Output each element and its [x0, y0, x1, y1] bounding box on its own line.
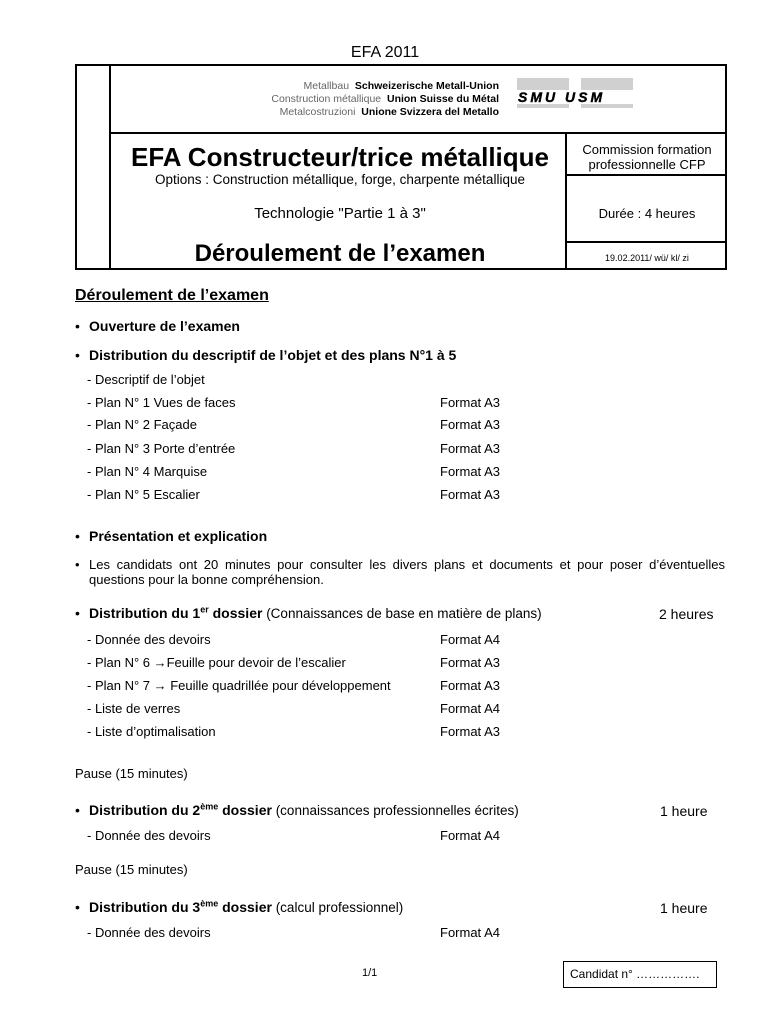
right-column-divider-1 [565, 174, 725, 176]
list-item: - Plan N° 2 Façade [87, 417, 197, 432]
smu-usm-logo [515, 78, 633, 110]
bullet-dot: • [75, 557, 80, 572]
header-divider [109, 132, 725, 134]
list-item: - Liste d’optimalisation [87, 724, 216, 739]
list-item: - Plan N° 7 → Feuille quadrillée pour développement [87, 678, 391, 693]
bullet-ouverture: • Ouverture de l’examen [75, 318, 240, 334]
svg-text:SMU USM: SMU USM [518, 89, 606, 105]
duree-label: Durée : 4 heures [598, 206, 696, 221]
list-item: - Plan N° 3 Porte d’entrée [87, 441, 236, 456]
header-box [75, 64, 727, 270]
document-header-title: EFA 2011 [350, 44, 420, 61]
bullet-presentation: • Présentation et explication [75, 528, 268, 544]
deroulement-title: Déroulement de l’examen [194, 240, 486, 267]
bullet-distribution-plans: • Distribution du descriptif de l’objet et des plans N°1 à 5 [75, 347, 457, 363]
section-title: Déroulement de l’examen [75, 287, 269, 304]
left-margin-line [109, 66, 111, 268]
commission-label: Commission formation professionnelle CFP [582, 142, 712, 172]
dossier-3-duration: 1 heure [660, 900, 708, 916]
format-label: Format A4 [440, 925, 500, 940]
bullet-dot: • [75, 347, 80, 363]
bullet-dot: • [75, 605, 80, 621]
format-label: Format A4 [440, 701, 500, 716]
format-label: Format A3 [440, 395, 500, 410]
list-item: - Donnée des devoirs [87, 925, 211, 940]
pause-label: Pause (15 minutes) [75, 862, 188, 877]
bullet-dossier-2: • Distribution du 2ème dossier (connaissances professionnelles écrites) [75, 801, 519, 818]
org-line-fr: Construction métallique Union Suisse du Métal [271, 93, 499, 105]
list-item: - Descriptif de l’objet [87, 372, 205, 387]
page-number: 1/1 [362, 967, 378, 979]
format-label: Format A4 [440, 828, 500, 843]
org-line-de: Metallbau Schweizerische Metall-Union [303, 80, 499, 92]
format-label: Format A3 [440, 724, 500, 739]
format-label: Format A4 [440, 632, 500, 647]
technologie-label: Technologie "Partie 1 à 3" [254, 205, 426, 222]
list-item: - Donnée des devoirs [87, 632, 211, 647]
date-code: 19.02.2011/ wü/ kl/ zi [605, 253, 689, 263]
list-item: - Liste de verres [87, 701, 181, 716]
bullet-dot: • [75, 899, 80, 915]
dossier-1-duration: 2 heures [659, 606, 714, 622]
right-column-divider-2 [565, 241, 725, 243]
format-label: Format A3 [440, 487, 500, 502]
format-label: Format A3 [440, 678, 500, 693]
format-label: Format A3 [440, 417, 500, 432]
list-item: - Plan N° 1 Vues de faces [87, 395, 236, 410]
list-item: - Donnée des devoirs [87, 828, 211, 843]
options-subtitle: Options : Construction métallique, forge, charpente métallique [155, 172, 525, 187]
list-item: - Plan N° 5 Escalier [87, 487, 200, 502]
org-line-it: Metalcostruzioni Unione Svizzera del Metallo [279, 106, 499, 118]
list-item: - Plan N° 6 →Feuille pour devoir de l’escalier [87, 655, 346, 670]
bullet-dot: • [75, 318, 80, 334]
bullet-dot: • [75, 528, 80, 544]
candidat-number-box: Candidat n° ……………. [563, 961, 717, 988]
bullet-dossier-1: • Distribution du 1er dossier (Connaissances de base en matière de plans) [75, 604, 542, 621]
pause-label: Pause (15 minutes) [75, 766, 188, 781]
format-label: Format A3 [440, 655, 500, 670]
candidats-paragraph: • Les candidats ont 20 minutes pour consulter les divers plans et documents et pour poser d’éventuelles questions pour la bonne compréhension. [75, 557, 725, 587]
main-title: EFA Constructeur/trice métallique [130, 142, 550, 172]
bullet-dossier-3: • Distribution du 3ème dossier (calcul professionnel) [75, 898, 404, 915]
format-label: Format A3 [440, 441, 500, 456]
format-label: Format A3 [440, 464, 500, 479]
bullet-dot: • [75, 802, 80, 818]
list-item: - Plan N° 4 Marquise [87, 464, 208, 479]
dossier-2-duration: 1 heure [660, 803, 708, 819]
